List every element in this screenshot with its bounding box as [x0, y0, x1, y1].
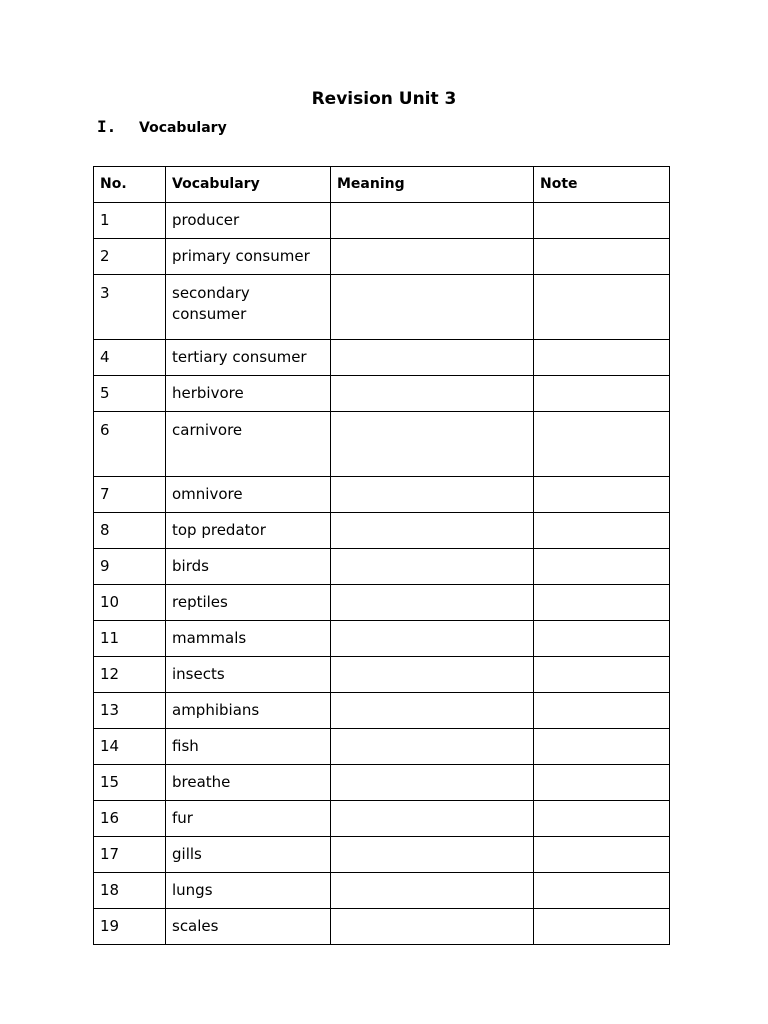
- table-row: [94, 203, 670, 239]
- note-cell[interactable]: [534, 513, 670, 549]
- vocabulary-term: lungs: [166, 873, 331, 909]
- table-row: [94, 909, 670, 945]
- vocabulary-term: carnivore: [166, 412, 331, 477]
- meaning-cell[interactable]: [331, 765, 534, 801]
- vocabulary-term: breathe: [166, 765, 331, 801]
- meaning-cell[interactable]: [331, 837, 534, 873]
- vocabulary-term: reptiles: [166, 585, 331, 621]
- meaning-cell[interactable]: [331, 693, 534, 729]
- note-cell[interactable]: [534, 239, 670, 275]
- table-row: [94, 340, 670, 376]
- note-cell[interactable]: [534, 909, 670, 945]
- table-row: [94, 239, 670, 275]
- section-number: I.: [97, 117, 117, 136]
- note-cell[interactable]: [534, 275, 670, 340]
- table-row: [94, 765, 670, 801]
- meaning-cell[interactable]: [331, 203, 534, 239]
- note-cell[interactable]: [534, 376, 670, 412]
- row-number: 9: [94, 549, 166, 585]
- meaning-cell[interactable]: [331, 513, 534, 549]
- vocabulary-term: producer: [166, 203, 331, 239]
- meaning-cell[interactable]: [331, 909, 534, 945]
- vocabulary-term: mammals: [166, 621, 331, 657]
- meaning-cell[interactable]: [331, 873, 534, 909]
- header-note: Note: [534, 167, 670, 203]
- vocabulary-term: fish: [166, 729, 331, 765]
- row-number: 4: [94, 340, 166, 376]
- table-header-row: [94, 167, 670, 203]
- row-number: 17: [94, 837, 166, 873]
- note-cell[interactable]: [534, 837, 670, 873]
- table-row: [94, 549, 670, 585]
- meaning-cell[interactable]: [331, 239, 534, 275]
- table-row: [94, 585, 670, 621]
- meaning-cell[interactable]: [331, 621, 534, 657]
- vocabulary-term: amphibians: [166, 693, 331, 729]
- vocabulary-term: tertiary consumer: [166, 340, 331, 376]
- row-number: 6: [94, 412, 166, 477]
- vocabulary-term: birds: [166, 549, 331, 585]
- note-cell[interactable]: [534, 203, 670, 239]
- note-cell[interactable]: [534, 801, 670, 837]
- row-number: 14: [94, 729, 166, 765]
- note-cell[interactable]: [534, 765, 670, 801]
- table-row: [94, 729, 670, 765]
- meaning-cell[interactable]: [331, 340, 534, 376]
- table-row: [94, 477, 670, 513]
- section-label: Vocabulary: [139, 120, 227, 136]
- header-vocabulary: Vocabulary: [166, 167, 331, 203]
- row-number: 15: [94, 765, 166, 801]
- row-number: 5: [94, 376, 166, 412]
- meaning-cell[interactable]: [331, 657, 534, 693]
- table-row: [94, 837, 670, 873]
- row-number: 10: [94, 585, 166, 621]
- row-number: 1: [94, 203, 166, 239]
- table-row: [94, 873, 670, 909]
- row-number: 16: [94, 801, 166, 837]
- note-cell[interactable]: [534, 585, 670, 621]
- note-cell[interactable]: [534, 873, 670, 909]
- table-row: [94, 657, 670, 693]
- note-cell[interactable]: [534, 340, 670, 376]
- row-number: 19: [94, 909, 166, 945]
- row-number: 11: [94, 621, 166, 657]
- meaning-cell[interactable]: [331, 549, 534, 585]
- meaning-cell[interactable]: [331, 412, 534, 477]
- header-meaning: Meaning: [331, 167, 534, 203]
- meaning-cell[interactable]: [331, 477, 534, 513]
- vocabulary-term: primary consumer: [166, 239, 331, 275]
- vocabulary-term: secondary consumer: [166, 275, 331, 340]
- note-cell[interactable]: [534, 729, 670, 765]
- note-cell[interactable]: [534, 693, 670, 729]
- note-cell[interactable]: [534, 412, 670, 477]
- header-no: No.: [94, 167, 166, 203]
- table-row: [94, 376, 670, 412]
- vocabulary-table: [93, 166, 670, 945]
- vocabulary-term: fur: [166, 801, 331, 837]
- vocabulary-term: herbivore: [166, 376, 331, 412]
- note-cell[interactable]: [534, 549, 670, 585]
- meaning-cell[interactable]: [331, 585, 534, 621]
- table-row: [94, 412, 670, 477]
- vocabulary-term: omnivore: [166, 477, 331, 513]
- row-number: 2: [94, 239, 166, 275]
- table-row: [94, 513, 670, 549]
- meaning-cell[interactable]: [331, 801, 534, 837]
- meaning-cell[interactable]: [331, 729, 534, 765]
- row-number: 12: [94, 657, 166, 693]
- section-heading: [97, 117, 227, 136]
- page-title: Revision Unit 3: [311, 89, 457, 109]
- table-row: [94, 621, 670, 657]
- vocabulary-term: insects: [166, 657, 331, 693]
- table-row: [94, 275, 670, 340]
- table-row: [94, 693, 670, 729]
- vocabulary-term: top predator: [166, 513, 331, 549]
- note-cell[interactable]: [534, 477, 670, 513]
- vocabulary-term: gills: [166, 837, 331, 873]
- row-number: 7: [94, 477, 166, 513]
- note-cell[interactable]: [534, 657, 670, 693]
- row-number: 8: [94, 513, 166, 549]
- meaning-cell[interactable]: [331, 376, 534, 412]
- note-cell[interactable]: [534, 621, 670, 657]
- vocabulary-term: scales: [166, 909, 331, 945]
- row-number: 13: [94, 693, 166, 729]
- meaning-cell[interactable]: [331, 275, 534, 340]
- row-number: 3: [94, 275, 166, 340]
- row-number: 18: [94, 873, 166, 909]
- table-row: [94, 801, 670, 837]
